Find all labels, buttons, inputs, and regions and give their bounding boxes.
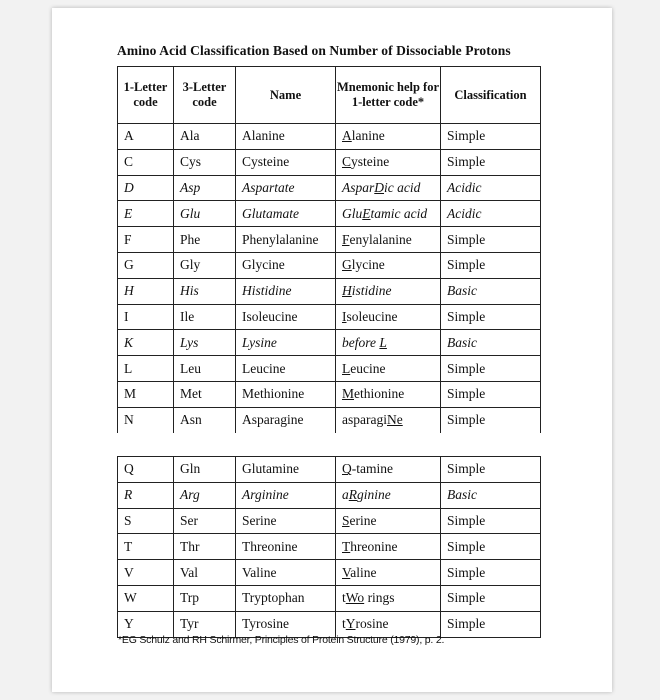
mnemonic-suffix: rings: [364, 590, 395, 606]
three-letter-code-cell: Gln: [174, 457, 236, 483]
mnemonic-suffix: istidine: [351, 283, 392, 299]
mnemonic-cell: [336, 560, 441, 586]
classification-cell: Simple: [441, 227, 541, 253]
mnemonic-underlined-letter: E: [362, 205, 371, 221]
name-cell: Alanine: [236, 124, 336, 150]
table-row: [118, 560, 541, 586]
mnemonic-suffix: aline: [350, 564, 377, 580]
mnemonic-cell: [336, 534, 441, 560]
mnemonic-prefix: asparagi: [342, 412, 387, 428]
classification-cell: Acidic: [441, 175, 541, 201]
header-three-letter-code: 3-Letter code: [174, 67, 236, 124]
mnemonic-underlined-letter: L: [379, 334, 387, 350]
name-cell: Tryptophan: [236, 585, 336, 611]
three-letter-code-cell: Met: [174, 381, 236, 407]
classification-cell: Acidic: [441, 201, 541, 227]
three-letter-code-cell: Phe: [174, 227, 236, 253]
amino-acid-table-part-2: [117, 456, 541, 638]
three-letter-code-cell: Arg: [174, 482, 236, 508]
classification-cell: Simple: [441, 560, 541, 586]
mnemonic-cell: [336, 381, 441, 407]
mnemonic-cell: [336, 356, 441, 382]
mnemonic-cell: [336, 149, 441, 175]
classification-cell: Simple: [441, 381, 541, 407]
mnemonic-cell: [336, 175, 441, 201]
mnemonic-suffix: ic acid: [384, 179, 421, 195]
mnemonic-suffix: enylalanine: [349, 231, 412, 247]
one-letter-code-cell: M: [118, 381, 174, 407]
mnemonic-suffix: -tamine: [351, 461, 393, 477]
name-cell: Histidine: [236, 278, 336, 304]
header-one-letter-code: 1-Letter code: [118, 67, 174, 124]
name-cell: Methionine: [236, 381, 336, 407]
mnemonic-underlined-letter: V: [342, 564, 351, 580]
mnemonic-underlined-letter: R: [348, 487, 357, 503]
one-letter-code-cell: E: [118, 201, 174, 227]
classification-cell: Basic: [441, 278, 541, 304]
table-row: [118, 278, 541, 304]
mnemonic-suffix: erine: [349, 512, 377, 528]
mnemonic-prefix: t: [342, 616, 346, 632]
mnemonic-suffix: ginine: [357, 487, 391, 503]
mnemonic-cell: [336, 407, 441, 433]
table-row: [118, 227, 541, 253]
name-cell: Aspartate: [236, 175, 336, 201]
table-row: [118, 508, 541, 534]
mnemonic-cell: [336, 278, 441, 304]
name-cell: Asparagine: [236, 407, 336, 433]
table-row: [118, 482, 541, 508]
mnemonic-prefix: t: [342, 590, 346, 606]
table-row: [118, 149, 541, 175]
three-letter-code-cell: Glu: [174, 201, 236, 227]
mnemonic-underlined-letter: L: [342, 360, 351, 376]
classification-cell: Simple: [441, 508, 541, 534]
table-row: [118, 304, 541, 330]
one-letter-code-cell: H: [118, 278, 174, 304]
mnemonic-underlined-letter: F: [342, 231, 350, 247]
three-letter-code-cell: Ile: [174, 304, 236, 330]
classification-cell: Simple: [441, 611, 541, 637]
three-letter-code-cell: Ser: [174, 508, 236, 534]
classification-cell: Simple: [441, 149, 541, 175]
mnemonic-prefix: a: [342, 487, 349, 503]
name-cell: Phenylalanine: [236, 227, 336, 253]
three-letter-code-cell: Val: [174, 560, 236, 586]
mnemonic-underlined-letter: I: [342, 308, 347, 324]
one-letter-code-cell: I: [118, 304, 174, 330]
amino-acid-table-part-1: [117, 66, 541, 433]
table-row: [118, 381, 541, 407]
mnemonic-suffix: ethionine: [354, 386, 405, 402]
mnemonic-underlined-letter: Y: [345, 616, 356, 632]
classification-cell: Simple: [441, 252, 541, 278]
classification-cell: Simple: [441, 457, 541, 483]
name-cell: Glutamine: [236, 457, 336, 483]
one-letter-code-cell: A: [118, 124, 174, 150]
table-header-row: [118, 67, 541, 124]
mnemonic-suffix: tamic acid: [370, 205, 428, 221]
one-letter-code-cell: D: [118, 175, 174, 201]
three-letter-code-cell: Trp: [174, 585, 236, 611]
mnemonic-suffix: lycine: [351, 257, 385, 273]
classification-cell: Simple: [441, 534, 541, 560]
classification-cell: Simple: [441, 124, 541, 150]
mnemonic-cell: [336, 227, 441, 253]
one-letter-code-cell: K: [118, 330, 174, 356]
table-row: [118, 356, 541, 382]
name-cell: Cysteine: [236, 149, 336, 175]
three-letter-code-cell: Leu: [174, 356, 236, 382]
mnemonic-suffix: lanine: [351, 128, 385, 144]
three-letter-code-cell: Ala: [174, 124, 236, 150]
mnemonic-underlined-letter: Wo: [345, 590, 365, 606]
name-cell: Isoleucine: [236, 304, 336, 330]
classification-cell: Simple: [441, 304, 541, 330]
three-letter-code-cell: His: [174, 278, 236, 304]
name-cell: Glutamate: [236, 201, 336, 227]
one-letter-code-cell: G: [118, 252, 174, 278]
mnemonic-suffix: ysteine: [351, 154, 390, 170]
table-row: [118, 534, 541, 560]
name-cell: Leucine: [236, 356, 336, 382]
mnemonic-cell: [336, 201, 441, 227]
mnemonic-cell: [336, 124, 441, 150]
table-row: [118, 252, 541, 278]
one-letter-code-cell: Y: [118, 611, 174, 637]
mnemonic-suffix: hreonine: [350, 538, 398, 554]
table-row: [118, 201, 541, 227]
one-letter-code-cell: F: [118, 227, 174, 253]
mnemonic-suffix: rosine: [355, 616, 389, 632]
name-cell: Glycine: [236, 252, 336, 278]
name-cell: Serine: [236, 508, 336, 534]
mnemonic-prefix: before: [342, 334, 380, 350]
one-letter-code-cell: C: [118, 149, 174, 175]
mnemonic-underlined-letter: C: [342, 154, 352, 170]
table-title: Amino Acid Classification Based on Number of Dissociable Protons: [117, 43, 511, 58]
mnemonic-underlined-letter: M: [342, 386, 355, 402]
mnemonic-prefix: Aspar: [342, 179, 375, 195]
three-letter-code-cell: Gly: [174, 252, 236, 278]
mnemonic-suffix: eucine: [350, 360, 386, 376]
three-letter-code-cell: Cys: [174, 149, 236, 175]
one-letter-code-cell: T: [118, 534, 174, 560]
mnemonic-cell: [336, 330, 441, 356]
footnote-citation: *EG Schulz and RH Schirmer, Principles of Protein Structure (1979), p. 2.: [118, 634, 445, 646]
three-letter-code-cell: Asp: [174, 175, 236, 201]
classification-cell: Simple: [441, 407, 541, 433]
mnemonic-cell: [336, 585, 441, 611]
name-cell: Threonine: [236, 534, 336, 560]
mnemonic-cell: [336, 457, 441, 483]
classification-cell: Simple: [441, 585, 541, 611]
name-cell: Tyrosine: [236, 611, 336, 637]
mnemonic-cell: [336, 482, 441, 508]
name-cell: Valine: [236, 560, 336, 586]
one-letter-code-cell: V: [118, 560, 174, 586]
mnemonic-prefix: Glu: [342, 205, 363, 221]
table-row: [118, 124, 541, 150]
name-cell: Lysine: [236, 330, 336, 356]
mnemonic-cell: [336, 252, 441, 278]
mnemonic-underlined-letter: H: [342, 283, 352, 299]
mnemonic-cell: [336, 304, 441, 330]
mnemonic-suffix: soleucine: [346, 308, 398, 324]
header-classification: Classification: [441, 67, 541, 124]
classification-cell: Basic: [441, 482, 541, 508]
one-letter-code-cell: S: [118, 508, 174, 534]
mnemonic-underlined-letter: T: [342, 538, 351, 554]
three-letter-code-cell: Asn: [174, 407, 236, 433]
one-letter-code-cell: Q: [118, 457, 174, 483]
one-letter-code-cell: W: [118, 585, 174, 611]
one-letter-code-cell: R: [118, 482, 174, 508]
table-row: [118, 457, 541, 483]
mnemonic-underlined-letter: G: [342, 257, 352, 273]
table-row: [118, 175, 541, 201]
one-letter-code-cell: N: [118, 407, 174, 433]
mnemonic-underlined-letter: D: [374, 179, 385, 195]
classification-cell: Basic: [441, 330, 541, 356]
mnemonic-underlined-letter: Q: [342, 461, 352, 477]
three-letter-code-cell: Lys: [174, 330, 236, 356]
table-row: [118, 585, 541, 611]
one-letter-code-cell: L: [118, 356, 174, 382]
mnemonic-underlined-letter: S: [342, 512, 350, 528]
table-row: [118, 330, 541, 356]
header-name: Name: [236, 67, 336, 124]
three-letter-code-cell: Tyr: [174, 611, 236, 637]
table-row: [118, 407, 541, 433]
classification-cell: Simple: [441, 356, 541, 382]
mnemonic-underlined-letter: A: [342, 128, 352, 144]
three-letter-code-cell: Thr: [174, 534, 236, 560]
header-mnemonic: Mnemonic help for 1-letter code*: [336, 67, 441, 124]
mnemonic-underlined-letter: Ne: [386, 412, 403, 428]
mnemonic-cell: [336, 508, 441, 534]
name-cell: Arginine: [236, 482, 336, 508]
